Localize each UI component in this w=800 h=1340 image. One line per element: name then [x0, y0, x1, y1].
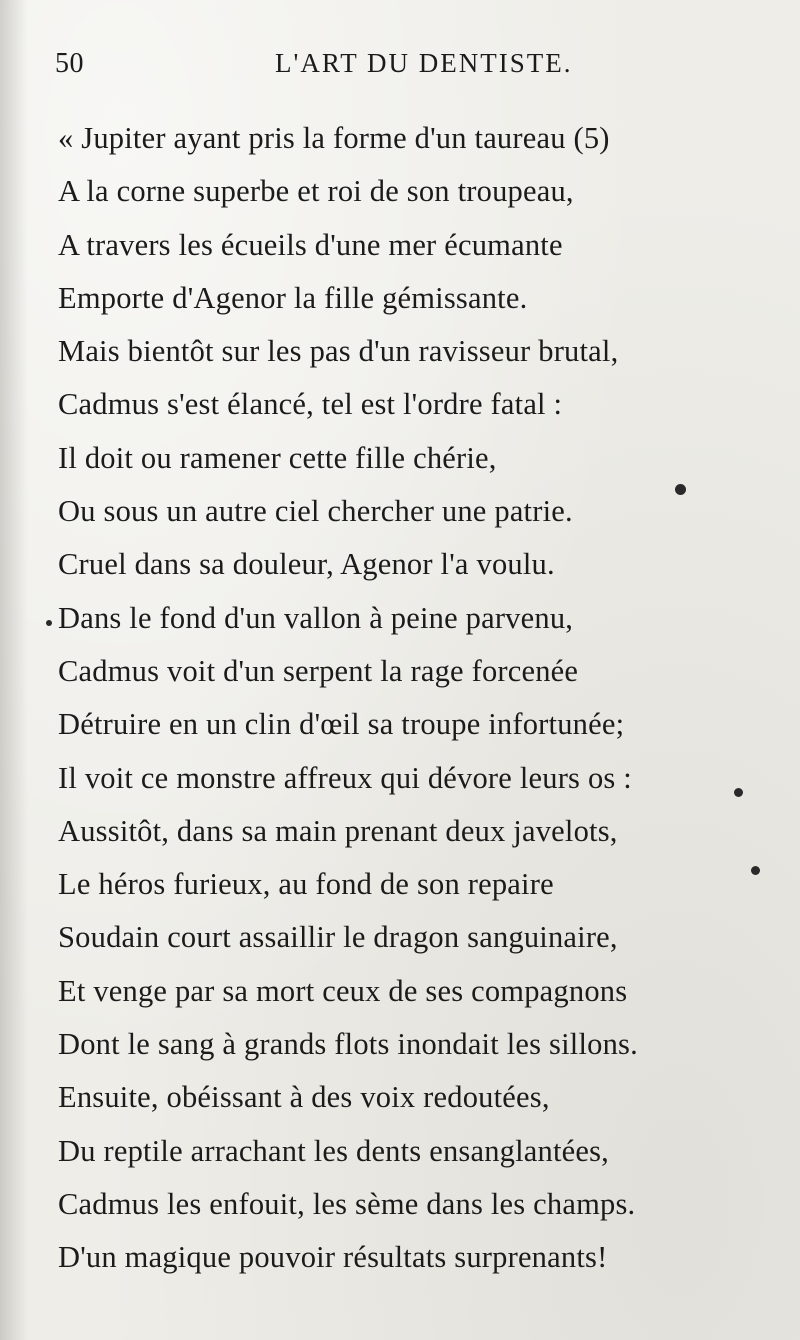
verse-line: A la corne superbe et roi de son troupeau,: [58, 174, 574, 209]
ink-speck: [675, 484, 686, 495]
running-title: L'ART DU DENTISTE.: [275, 48, 573, 78]
verse-line: Il doit ou ramener cette fille chérie,: [58, 440, 497, 475]
verse-line: Emporte d'Agenor la fille gémissante.: [58, 280, 528, 315]
ink-speck: [734, 788, 743, 797]
verse-line: Cadmus s'est élancé, tel est l'ordre fatal :: [58, 387, 563, 422]
page-header: [55, 48, 755, 88]
page-gutter-shadow: [0, 0, 28, 1340]
verse-line: Ou sous un autre ciel chercher une patrie.: [58, 494, 573, 529]
verse-line: Aussitôt, dans sa main prenant deux javelots,: [58, 813, 618, 848]
verse-line: Cruel dans sa douleur, Agenor l'a voulu.: [58, 547, 555, 582]
verse-line: Cadmus voit d'un serpent la rage forcenée: [58, 653, 579, 688]
verse-line: Dont le sang à grands flots inondait les sillons.: [58, 1027, 638, 1062]
ink-speck: [751, 866, 760, 875]
verse-line: Et venge par sa mort ceux de ses compagnons: [58, 973, 628, 1008]
page-number: 50: [55, 48, 84, 79]
poem-text: [58, 112, 758, 1285]
verse-line: Ensuite, obéissant à des voix redoutées,: [58, 1080, 550, 1115]
ink-speck: [46, 620, 52, 626]
verse-line: « Jupiter ayant pris la forme d'un taureau (5): [58, 121, 610, 155]
verse-line: Détruire en un clin d'œil sa troupe infortunée;: [58, 707, 625, 742]
verse-line: Cadmus les enfouit, les sème dans les champs.: [58, 1186, 636, 1221]
verse-line: Il voit ce monstre affreux qui dévore leurs os :: [58, 760, 632, 795]
verse-line: Soudain court assaillir le dragon sanguinaire,: [58, 920, 618, 955]
verse-line: Mais bientôt sur les pas d'un ravisseur brutal,: [58, 334, 619, 369]
verse-line: A travers les écueils d'une mer écumante: [58, 227, 563, 262]
verse-line: Du reptile arrachant les dents ensanglantées,: [58, 1133, 610, 1168]
verse-line: Dans le fond d'un vallon à peine parvenu,: [58, 600, 574, 635]
verse-line: D'un magique pouvoir résultats surprenants!: [58, 1240, 608, 1275]
verse-line: Le héros furieux, au fond de son repaire: [58, 867, 554, 902]
